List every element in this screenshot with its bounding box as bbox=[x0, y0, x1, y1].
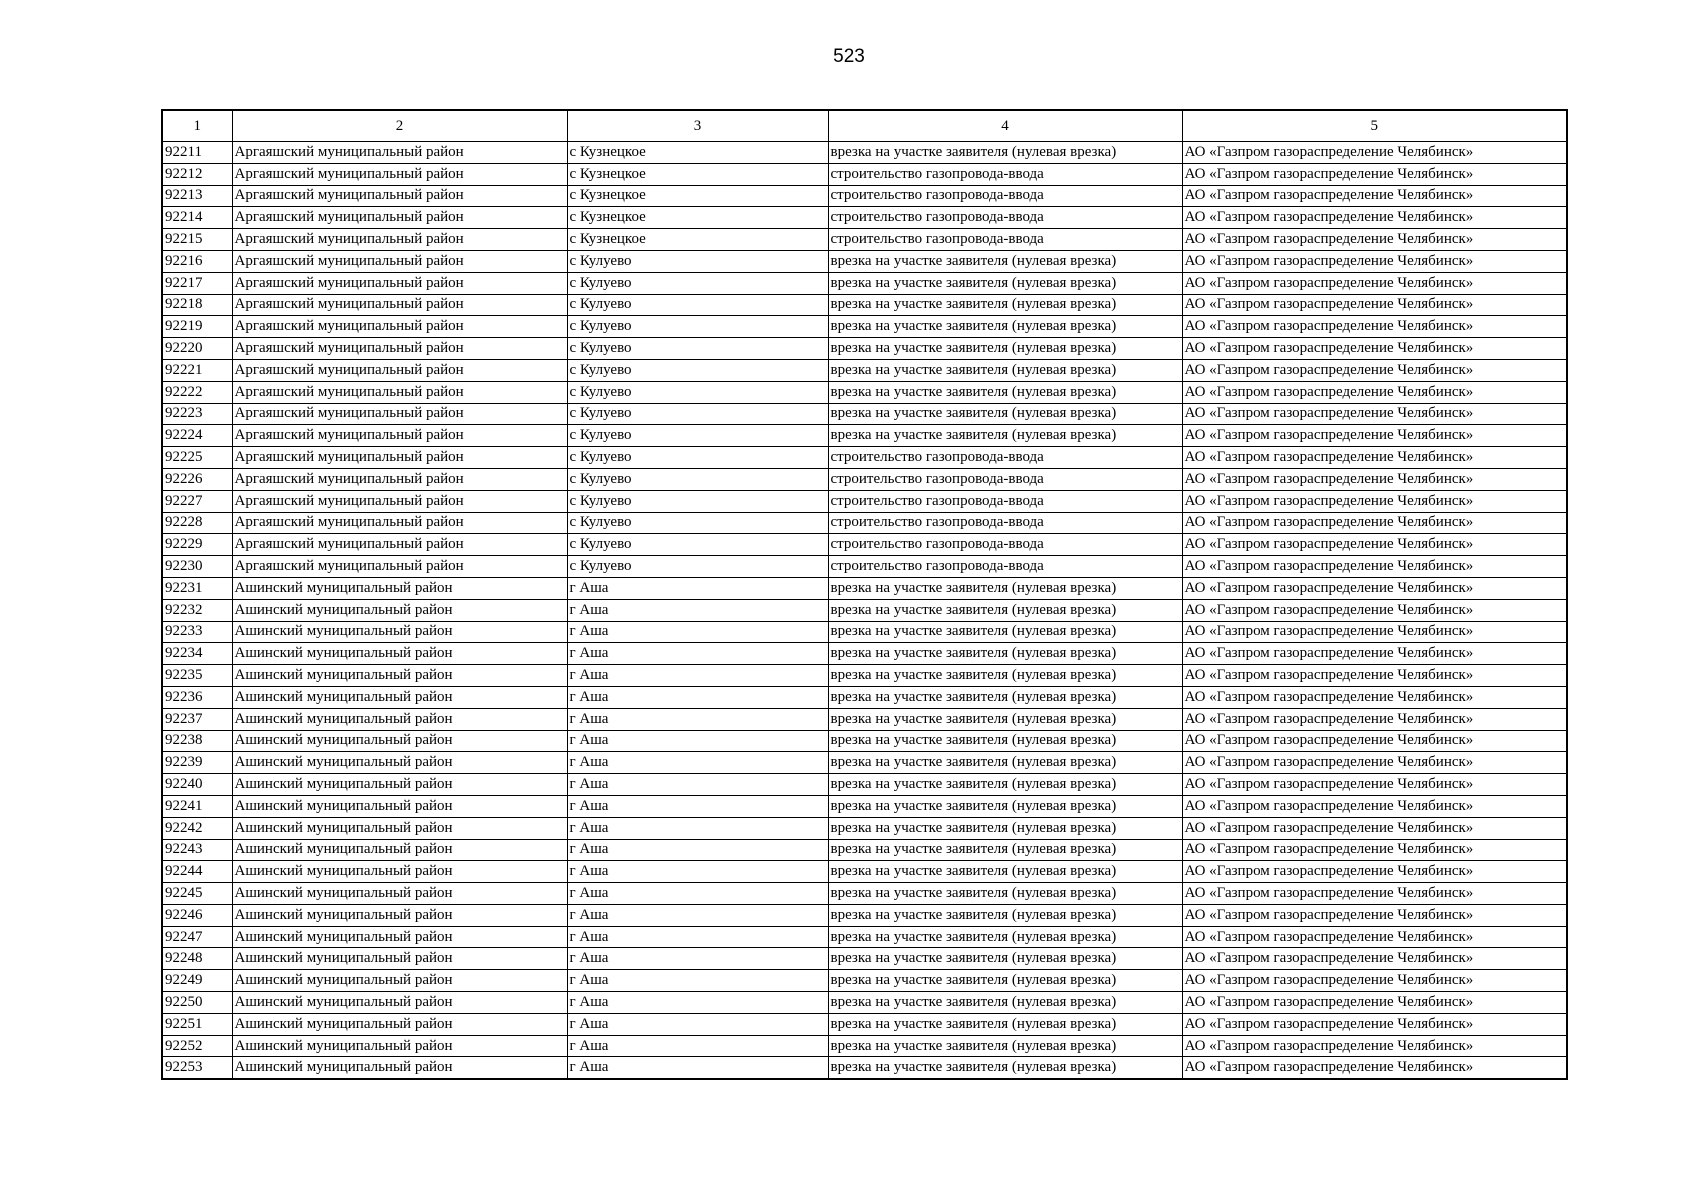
organization-cell: АО «Газпром газораспределение Челябинск» bbox=[1182, 621, 1567, 643]
organization-cell: АО «Газпром газораспределение Челябинск» bbox=[1182, 708, 1567, 730]
work-type-cell: врезка на участке заявителя (нулевая врезка) bbox=[828, 1057, 1182, 1079]
page-number: 523 bbox=[833, 46, 865, 67]
row-number-cell: 92225 bbox=[162, 447, 232, 469]
table-row bbox=[162, 207, 1567, 229]
organization-cell: АО «Газпром газораспределение Челябинск» bbox=[1182, 599, 1567, 621]
row-number-cell: 92221 bbox=[162, 359, 232, 381]
row-number-cell: 92250 bbox=[162, 992, 232, 1014]
locality-cell: с Кулуево bbox=[567, 534, 828, 556]
table-row bbox=[162, 381, 1567, 403]
table-row bbox=[162, 229, 1567, 251]
organization-cell: АО «Газпром газораспределение Челябинск» bbox=[1182, 207, 1567, 229]
work-type-cell: врезка на участке заявителя (нулевая врезка) bbox=[828, 665, 1182, 687]
locality-cell: с Кулуево bbox=[567, 425, 828, 447]
column-header-3: 3 bbox=[567, 110, 828, 142]
table-row bbox=[162, 338, 1567, 360]
row-number-cell: 92243 bbox=[162, 839, 232, 861]
table-row bbox=[162, 1035, 1567, 1057]
locality-cell: с Кузнецкое bbox=[567, 163, 828, 185]
organization-cell: АО «Газпром газораспределение Челябинск» bbox=[1182, 185, 1567, 207]
table-row bbox=[162, 730, 1567, 752]
locality-cell: с Кулуево bbox=[567, 338, 828, 360]
table-row bbox=[162, 992, 1567, 1014]
table-row bbox=[162, 1013, 1567, 1035]
work-type-cell: врезка на участке заявителя (нулевая врезка) bbox=[828, 142, 1182, 164]
district-cell: Ашинский муниципальный район bbox=[232, 774, 567, 796]
row-number-cell: 92239 bbox=[162, 752, 232, 774]
row-number-cell: 92231 bbox=[162, 577, 232, 599]
work-type-cell: врезка на участке заявителя (нулевая врезка) bbox=[828, 839, 1182, 861]
work-type-cell: врезка на участке заявителя (нулевая врезка) bbox=[828, 425, 1182, 447]
organization-cell: АО «Газпром газораспределение Челябинск» bbox=[1182, 272, 1567, 294]
header-row bbox=[162, 110, 1567, 142]
organization-cell: АО «Газпром газораспределение Челябинск» bbox=[1182, 142, 1567, 164]
work-type-cell: врезка на участке заявителя (нулевая врезка) bbox=[828, 992, 1182, 1014]
work-type-cell: строительство газопровода-ввода bbox=[828, 185, 1182, 207]
row-number-cell: 92238 bbox=[162, 730, 232, 752]
work-type-cell: врезка на участке заявителя (нулевая врезка) bbox=[828, 817, 1182, 839]
column-header-2: 2 bbox=[232, 110, 567, 142]
locality-cell: г Аша bbox=[567, 970, 828, 992]
locality-cell: г Аша bbox=[567, 686, 828, 708]
organization-cell: АО «Газпром газораспределение Челябинск» bbox=[1182, 817, 1567, 839]
row-number-cell: 92217 bbox=[162, 272, 232, 294]
district-cell: Ашинский муниципальный район bbox=[232, 883, 567, 905]
organization-cell: АО «Газпром газораспределение Челябинск» bbox=[1182, 730, 1567, 752]
table-row bbox=[162, 403, 1567, 425]
work-type-cell: врезка на участке заявителя (нулевая врезка) bbox=[828, 708, 1182, 730]
organization-cell: АО «Газпром газораспределение Челябинск» bbox=[1182, 883, 1567, 905]
locality-cell: с Кулуево bbox=[567, 381, 828, 403]
locality-cell: г Аша bbox=[567, 752, 828, 774]
table-row bbox=[162, 970, 1567, 992]
district-cell: Ашинский муниципальный район bbox=[232, 665, 567, 687]
work-type-cell: врезка на участке заявителя (нулевая врезка) bbox=[828, 970, 1182, 992]
work-type-cell: врезка на участке заявителя (нулевая врезка) bbox=[828, 338, 1182, 360]
district-cell: Аргаяшский муниципальный район bbox=[232, 490, 567, 512]
row-number-cell: 92253 bbox=[162, 1057, 232, 1079]
locality-cell: с Кулуево bbox=[567, 490, 828, 512]
row-number-cell: 92252 bbox=[162, 1035, 232, 1057]
district-cell: Аргаяшский муниципальный район bbox=[232, 338, 567, 360]
district-cell: Ашинский муниципальный район bbox=[232, 817, 567, 839]
organization-cell: АО «Газпром газораспределение Челябинск» bbox=[1182, 970, 1567, 992]
district-cell: Ашинский муниципальный район bbox=[232, 1013, 567, 1035]
district-cell: Аргаяшский муниципальный район bbox=[232, 381, 567, 403]
organization-cell: АО «Газпром газораспределение Челябинск» bbox=[1182, 250, 1567, 272]
work-type-cell: врезка на участке заявителя (нулевая врезка) bbox=[828, 752, 1182, 774]
table-row bbox=[162, 316, 1567, 338]
work-type-cell: врезка на участке заявителя (нулевая врезка) bbox=[828, 381, 1182, 403]
work-type-cell: строительство газопровода-ввода bbox=[828, 512, 1182, 534]
locality-cell: г Аша bbox=[567, 774, 828, 796]
row-number-cell: 92230 bbox=[162, 556, 232, 578]
locality-cell: г Аша bbox=[567, 1057, 828, 1079]
district-cell: Ашинский муниципальный район bbox=[232, 839, 567, 861]
table-row bbox=[162, 447, 1567, 469]
locality-cell: с Кулуево bbox=[567, 468, 828, 490]
table-row bbox=[162, 926, 1567, 948]
row-number-cell: 92218 bbox=[162, 294, 232, 316]
organization-cell: АО «Газпром газораспределение Челябинск» bbox=[1182, 381, 1567, 403]
organization-cell: АО «Газпром газораспределение Челябинск» bbox=[1182, 686, 1567, 708]
work-type-cell: строительство газопровода-ввода bbox=[828, 207, 1182, 229]
district-cell: Аргаяшский муниципальный район bbox=[232, 185, 567, 207]
work-type-cell: врезка на участке заявителя (нулевая врезка) bbox=[828, 795, 1182, 817]
table-row bbox=[162, 839, 1567, 861]
district-cell: Аргаяшский муниципальный район bbox=[232, 294, 567, 316]
organization-cell: АО «Газпром газораспределение Челябинск» bbox=[1182, 992, 1567, 1014]
organization-cell: АО «Газпром газораспределение Челябинск» bbox=[1182, 1013, 1567, 1035]
work-type-cell: строительство газопровода-ввода bbox=[828, 163, 1182, 185]
table-row bbox=[162, 817, 1567, 839]
locality-cell: г Аша bbox=[567, 730, 828, 752]
district-cell: Аргаяшский муниципальный район bbox=[232, 163, 567, 185]
district-cell: Ашинский муниципальный район bbox=[232, 1057, 567, 1079]
organization-cell: АО «Газпром газораспределение Челябинск» bbox=[1182, 512, 1567, 534]
table-row bbox=[162, 577, 1567, 599]
organization-cell: АО «Газпром газораспределение Челябинск» bbox=[1182, 447, 1567, 469]
table-row bbox=[162, 272, 1567, 294]
work-type-cell: врезка на участке заявителя (нулевая врезка) bbox=[828, 272, 1182, 294]
locality-cell: г Аша bbox=[567, 992, 828, 1014]
locality-cell: с Кулуево bbox=[567, 316, 828, 338]
organization-cell: АО «Газпром газораспределение Челябинск» bbox=[1182, 163, 1567, 185]
organization-cell: АО «Газпром газораспределение Челябинск» bbox=[1182, 229, 1567, 251]
organization-cell: АО «Газпром газораспределение Челябинск» bbox=[1182, 861, 1567, 883]
table-header bbox=[162, 110, 1567, 142]
row-number-cell: 92249 bbox=[162, 970, 232, 992]
locality-cell: г Аша bbox=[567, 643, 828, 665]
district-cell: Аргаяшский муниципальный район bbox=[232, 425, 567, 447]
locality-cell: г Аша bbox=[567, 817, 828, 839]
registry-table bbox=[161, 109, 1568, 1080]
organization-cell: АО «Газпром газораспределение Челябинск» bbox=[1182, 490, 1567, 512]
organization-cell: АО «Газпром газораспределение Челябинск» bbox=[1182, 577, 1567, 599]
work-type-cell: врезка на участке заявителя (нулевая врезка) bbox=[828, 948, 1182, 970]
work-type-cell: врезка на участке заявителя (нулевая врезка) bbox=[828, 861, 1182, 883]
table-row bbox=[162, 904, 1567, 926]
organization-cell: АО «Газпром газораспределение Челябинск» bbox=[1182, 752, 1567, 774]
table-row bbox=[162, 752, 1567, 774]
work-type-cell: врезка на участке заявителя (нулевая врезка) bbox=[828, 686, 1182, 708]
locality-cell: с Кузнецкое bbox=[567, 142, 828, 164]
district-cell: Аргаяшский муниципальный район bbox=[232, 468, 567, 490]
district-cell: Ашинский муниципальный район bbox=[232, 621, 567, 643]
district-cell: Ашинский муниципальный район bbox=[232, 970, 567, 992]
row-number-cell: 92215 bbox=[162, 229, 232, 251]
organization-cell: АО «Газпром газораспределение Челябинск» bbox=[1182, 1057, 1567, 1079]
district-cell: Ашинский муниципальный район bbox=[232, 1035, 567, 1057]
locality-cell: с Кузнецкое bbox=[567, 229, 828, 251]
district-cell: Аргаяшский муниципальный район bbox=[232, 142, 567, 164]
locality-cell: г Аша bbox=[567, 599, 828, 621]
row-number-cell: 92216 bbox=[162, 250, 232, 272]
row-number-cell: 92229 bbox=[162, 534, 232, 556]
district-cell: Ашинский муниципальный район bbox=[232, 752, 567, 774]
table-row bbox=[162, 861, 1567, 883]
organization-cell: АО «Газпром газораспределение Челябинск» bbox=[1182, 359, 1567, 381]
district-cell: Ашинский муниципальный район bbox=[232, 686, 567, 708]
table-row bbox=[162, 556, 1567, 578]
table-row bbox=[162, 359, 1567, 381]
organization-cell: АО «Газпром газораспределение Челябинск» bbox=[1182, 534, 1567, 556]
row-number-cell: 92244 bbox=[162, 861, 232, 883]
organization-cell: АО «Газпром газораспределение Челябинск» bbox=[1182, 403, 1567, 425]
organization-cell: АО «Газпром газораспределение Челябинск» bbox=[1182, 425, 1567, 447]
locality-cell: г Аша bbox=[567, 861, 828, 883]
district-cell: Аргаяшский муниципальный район bbox=[232, 207, 567, 229]
row-number-cell: 92240 bbox=[162, 774, 232, 796]
row-number-cell: 92251 bbox=[162, 1013, 232, 1035]
work-type-cell: врезка на участке заявителя (нулевая врезка) bbox=[828, 883, 1182, 905]
row-number-cell: 92224 bbox=[162, 425, 232, 447]
table-row bbox=[162, 643, 1567, 665]
work-type-cell: строительство газопровода-ввода bbox=[828, 468, 1182, 490]
work-type-cell: строительство газопровода-ввода bbox=[828, 534, 1182, 556]
work-type-cell: врезка на участке заявителя (нулевая врезка) bbox=[828, 643, 1182, 665]
work-type-cell: врезка на участке заявителя (нулевая врезка) bbox=[828, 1035, 1182, 1057]
locality-cell: с Кулуево bbox=[567, 556, 828, 578]
organization-cell: АО «Газпром газораспределение Челябинск» bbox=[1182, 774, 1567, 796]
organization-cell: АО «Газпром газораспределение Челябинск» bbox=[1182, 338, 1567, 360]
district-cell: Ашинский муниципальный район bbox=[232, 577, 567, 599]
locality-cell: с Кулуево bbox=[567, 294, 828, 316]
row-number-cell: 92236 bbox=[162, 686, 232, 708]
work-type-cell: врезка на участке заявителя (нулевая врезка) bbox=[828, 730, 1182, 752]
district-cell: Ашинский муниципальный район bbox=[232, 730, 567, 752]
organization-cell: АО «Газпром газораспределение Челябинск» bbox=[1182, 643, 1567, 665]
work-type-cell: строительство газопровода-ввода bbox=[828, 490, 1182, 512]
locality-cell: с Кулуево bbox=[567, 272, 828, 294]
row-number-cell: 92220 bbox=[162, 338, 232, 360]
work-type-cell: врезка на участке заявителя (нулевая врезка) bbox=[828, 403, 1182, 425]
table-row bbox=[162, 294, 1567, 316]
table-body bbox=[162, 142, 1567, 1080]
locality-cell: г Аша bbox=[567, 621, 828, 643]
locality-cell: г Аша bbox=[567, 1035, 828, 1057]
column-header-1: 1 bbox=[162, 110, 232, 142]
organization-cell: АО «Газпром газораспределение Челябинск» bbox=[1182, 316, 1567, 338]
table-row bbox=[162, 468, 1567, 490]
organization-cell: АО «Газпром газораспределение Челябинск» bbox=[1182, 926, 1567, 948]
locality-cell: г Аша bbox=[567, 577, 828, 599]
district-cell: Аргаяшский муниципальный район bbox=[232, 229, 567, 251]
work-type-cell: врезка на участке заявителя (нулевая врезка) bbox=[828, 577, 1182, 599]
row-number-cell: 92241 bbox=[162, 795, 232, 817]
locality-cell: г Аша bbox=[567, 948, 828, 970]
row-number-cell: 92228 bbox=[162, 512, 232, 534]
district-cell: Аргаяшский муниципальный район bbox=[232, 403, 567, 425]
district-cell: Ашинский муниципальный район bbox=[232, 708, 567, 730]
row-number-cell: 92211 bbox=[162, 142, 232, 164]
district-cell: Аргаяшский муниципальный район bbox=[232, 250, 567, 272]
table-row bbox=[162, 774, 1567, 796]
row-number-cell: 92248 bbox=[162, 948, 232, 970]
column-header-4: 4 bbox=[828, 110, 1182, 142]
table-row bbox=[162, 599, 1567, 621]
row-number-cell: 92234 bbox=[162, 643, 232, 665]
row-number-cell: 92235 bbox=[162, 665, 232, 687]
organization-cell: АО «Газпром газораспределение Челябинск» bbox=[1182, 839, 1567, 861]
table-row bbox=[162, 185, 1567, 207]
work-type-cell: врезка на участке заявителя (нулевая врезка) bbox=[828, 316, 1182, 338]
organization-cell: АО «Газпром газораспределение Челябинск» bbox=[1182, 294, 1567, 316]
table-row bbox=[162, 665, 1567, 687]
district-cell: Аргаяшский муниципальный район bbox=[232, 447, 567, 469]
district-cell: Ашинский муниципальный район bbox=[232, 861, 567, 883]
locality-cell: с Кулуево bbox=[567, 359, 828, 381]
district-cell: Ашинский муниципальный район bbox=[232, 948, 567, 970]
table-row bbox=[162, 621, 1567, 643]
table-row bbox=[162, 1057, 1567, 1079]
district-cell: Ашинский муниципальный район bbox=[232, 599, 567, 621]
organization-cell: АО «Газпром газораспределение Челябинск» bbox=[1182, 948, 1567, 970]
district-cell: Ашинский муниципальный район bbox=[232, 992, 567, 1014]
row-number-cell: 92247 bbox=[162, 926, 232, 948]
table-row bbox=[162, 883, 1567, 905]
row-number-cell: 92232 bbox=[162, 599, 232, 621]
district-cell: Аргаяшский муниципальный район bbox=[232, 359, 567, 381]
organization-cell: АО «Газпром газораспределение Челябинск» bbox=[1182, 904, 1567, 926]
work-type-cell: врезка на участке заявителя (нулевая врезка) bbox=[828, 904, 1182, 926]
organization-cell: АО «Газпром газораспределение Челябинск» bbox=[1182, 1035, 1567, 1057]
locality-cell: с Кулуево bbox=[567, 403, 828, 425]
table-row bbox=[162, 534, 1567, 556]
locality-cell: г Аша bbox=[567, 839, 828, 861]
district-cell: Аргаяшский муниципальный район bbox=[232, 512, 567, 534]
row-number-cell: 92214 bbox=[162, 207, 232, 229]
locality-cell: с Кулуево bbox=[567, 512, 828, 534]
row-number-cell: 92213 bbox=[162, 185, 232, 207]
locality-cell: г Аша bbox=[567, 1013, 828, 1035]
row-number-cell: 92237 bbox=[162, 708, 232, 730]
row-number-cell: 92219 bbox=[162, 316, 232, 338]
locality-cell: с Кузнецкое bbox=[567, 207, 828, 229]
work-type-cell: врезка на участке заявителя (нулевая врезка) bbox=[828, 621, 1182, 643]
organization-cell: АО «Газпром газораспределение Челябинск» bbox=[1182, 468, 1567, 490]
locality-cell: г Аша bbox=[567, 904, 828, 926]
work-type-cell: врезка на участке заявителя (нулевая врезка) bbox=[828, 599, 1182, 621]
work-type-cell: врезка на участке заявителя (нулевая врезка) bbox=[828, 1013, 1182, 1035]
table-row bbox=[162, 490, 1567, 512]
work-type-cell: врезка на участке заявителя (нулевая врезка) bbox=[828, 774, 1182, 796]
work-type-cell: строительство газопровода-ввода bbox=[828, 447, 1182, 469]
district-cell: Аргаяшский муниципальный район bbox=[232, 556, 567, 578]
table-row bbox=[162, 250, 1567, 272]
row-number-cell: 92226 bbox=[162, 468, 232, 490]
work-type-cell: строительство газопровода-ввода bbox=[828, 229, 1182, 251]
row-number-cell: 92246 bbox=[162, 904, 232, 926]
work-type-cell: врезка на участке заявителя (нулевая врезка) bbox=[828, 926, 1182, 948]
organization-cell: АО «Газпром газораспределение Челябинск» bbox=[1182, 665, 1567, 687]
row-number-cell: 92245 bbox=[162, 883, 232, 905]
locality-cell: г Аша bbox=[567, 883, 828, 905]
table-row bbox=[162, 163, 1567, 185]
organization-cell: АО «Газпром газораспределение Челябинск» bbox=[1182, 795, 1567, 817]
work-type-cell: врезка на участке заявителя (нулевая врезка) bbox=[828, 294, 1182, 316]
district-cell: Ашинский муниципальный район bbox=[232, 795, 567, 817]
row-number-cell: 92242 bbox=[162, 817, 232, 839]
locality-cell: с Кулуево bbox=[567, 447, 828, 469]
table-row bbox=[162, 142, 1567, 164]
locality-cell: с Кулуево bbox=[567, 250, 828, 272]
locality-cell: г Аша bbox=[567, 926, 828, 948]
locality-cell: г Аша bbox=[567, 795, 828, 817]
district-cell: Ашинский муниципальный район bbox=[232, 643, 567, 665]
district-cell: Ашинский муниципальный район bbox=[232, 926, 567, 948]
locality-cell: г Аша bbox=[567, 708, 828, 730]
district-cell: Аргаяшский муниципальный район bbox=[232, 272, 567, 294]
locality-cell: с Кузнецкое bbox=[567, 185, 828, 207]
work-type-cell: врезка на участке заявителя (нулевая врезка) bbox=[828, 359, 1182, 381]
locality-cell: г Аша bbox=[567, 665, 828, 687]
table-row bbox=[162, 425, 1567, 447]
district-cell: Аргаяшский муниципальный район bbox=[232, 316, 567, 338]
district-cell: Аргаяшский муниципальный район bbox=[232, 534, 567, 556]
row-number-cell: 92212 bbox=[162, 163, 232, 185]
row-number-cell: 92233 bbox=[162, 621, 232, 643]
table-row bbox=[162, 512, 1567, 534]
table-row bbox=[162, 795, 1567, 817]
table-row bbox=[162, 686, 1567, 708]
table-row bbox=[162, 708, 1567, 730]
work-type-cell: строительство газопровода-ввода bbox=[828, 556, 1182, 578]
organization-cell: АО «Газпром газораспределение Челябинск» bbox=[1182, 556, 1567, 578]
row-number-cell: 92223 bbox=[162, 403, 232, 425]
column-header-5: 5 bbox=[1182, 110, 1567, 142]
table-row bbox=[162, 948, 1567, 970]
district-cell: Ашинский муниципальный район bbox=[232, 904, 567, 926]
row-number-cell: 92222 bbox=[162, 381, 232, 403]
work-type-cell: врезка на участке заявителя (нулевая врезка) bbox=[828, 250, 1182, 272]
row-number-cell: 92227 bbox=[162, 490, 232, 512]
